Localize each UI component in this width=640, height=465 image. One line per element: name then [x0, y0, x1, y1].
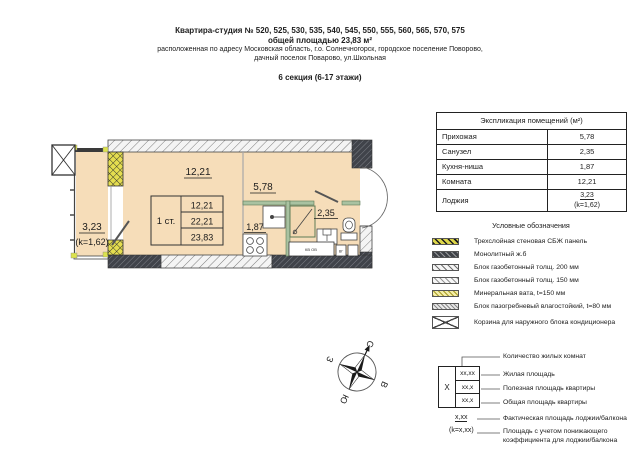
room-name-cell: Прихожая	[437, 130, 548, 144]
legend-title: Условные обозначения	[492, 221, 570, 230]
apartment-title: Квартира-студия № 520, 525, 530, 535, 540, 545, 550, 555, 560, 565, 570, 575	[175, 26, 465, 35]
ac-basket-icon	[52, 145, 75, 175]
living-area-cell: 12,21	[190, 200, 214, 211]
bath-partition-right	[342, 201, 360, 205]
list-item: Блок пазогребневый влагостойкий, t=80 мм	[432, 303, 638, 310]
room-value-cell: 2,35	[579, 147, 595, 156]
gas-block-150-swatch	[432, 277, 459, 284]
address-line-2: дачный поселок Поварово, ул.Школьная	[254, 55, 386, 62]
compass-south-label: Ю	[337, 392, 351, 406]
bottom-wall-hatched	[161, 255, 272, 268]
rooms-count-caption: Количество жилых комнат	[503, 353, 586, 360]
loggia-actual-sample: x,xx	[455, 414, 468, 421]
glazing-tick	[70, 239, 74, 241]
bath-area-label: 2,35	[317, 208, 335, 218]
useful-area-cell: 22,21	[190, 216, 214, 227]
explication-title: Экспликация помещений (м²)	[437, 113, 626, 130]
table-row	[437, 190, 626, 211]
bottom-wall-monolith-right	[272, 255, 372, 268]
ac-basket-swatch	[432, 316, 459, 329]
stove-icon	[243, 234, 267, 256]
compass-north-label: С	[364, 338, 377, 349]
explication-table	[436, 112, 627, 212]
useful-area-caption: Полезная площадь квартиры	[503, 385, 596, 392]
monolith-swatch	[432, 251, 459, 258]
loggia-coefficient-value: (k=1,62)	[574, 202, 600, 209]
room-value-cell: 12,21	[577, 177, 597, 186]
entrance-door-swing-arc	[362, 167, 387, 228]
list-item: Трехслойная стеновая СБЖ панель	[432, 238, 638, 245]
sbzh-corner-mark	[71, 253, 77, 258]
section-floors-line: 6 секция (6-17 этажи)	[278, 73, 362, 82]
top-wall	[108, 140, 360, 152]
room-value-cell: 5,78	[579, 132, 595, 141]
total-area-cell: 23,83	[190, 232, 214, 243]
rooms-count-sample: X	[439, 367, 456, 407]
compass-west-label: З	[324, 354, 336, 364]
living-area-sample: xx,xx	[456, 367, 479, 381]
table-row	[437, 160, 626, 175]
list-item: Корзина для наружного блока кондиционера	[432, 316, 638, 329]
top-right-monolith-corner	[352, 140, 372, 168]
vent-label-2: ВГ	[338, 249, 344, 254]
shower-icon	[290, 206, 315, 237]
loggia-area-label: 3,23	[82, 222, 102, 233]
compass-east-label: В	[378, 379, 390, 390]
room-name-cell: Лоджия	[437, 190, 548, 211]
hall-area-label: 5,78	[253, 182, 273, 193]
room-value-cell	[548, 190, 626, 211]
room-name-cell: Комната	[437, 175, 548, 189]
room-area-label: 12,21	[185, 167, 211, 178]
right-wall-lower	[360, 226, 372, 253]
total-area-caption: Общая площадь квартиры	[503, 399, 587, 406]
sbzh-panel-swatch	[432, 238, 459, 245]
sbzh-pillar-bottom	[108, 240, 123, 255]
vent-label-1: КВ ОВ	[305, 247, 317, 252]
glazing-tick	[70, 214, 74, 216]
sbzh-corner-mark	[103, 252, 108, 257]
loggia-actual-caption: Фактическая площадь лоджии/балкона	[503, 415, 627, 422]
bath-partition-left	[290, 201, 314, 205]
gas-block-200-swatch	[432, 264, 459, 271]
loggia-actual-value: 3,23	[580, 192, 594, 199]
toilet-icon	[341, 218, 357, 240]
table-row	[437, 145, 626, 160]
kitchen-sink-icon	[263, 206, 285, 228]
loggia-coefficient-sample: (k=x,xx)	[449, 427, 474, 434]
list-item: Минеральная вата, t=150 мм	[432, 290, 638, 297]
mineral-wool-swatch	[432, 290, 459, 297]
loggia-coefficient-label: (k=1,62)	[75, 237, 109, 247]
useful-area-sample: xx,x	[456, 381, 479, 395]
list-item: Блок газобетонный толщ. 150 мм	[432, 277, 638, 284]
sbzh-pillar-top	[108, 152, 123, 186]
living-area-caption: Жилая площадь	[503, 371, 555, 378]
kitchen-area-label: 1,87	[246, 222, 264, 232]
bottom-wall-monolith-left	[108, 255, 161, 268]
room-value-cell: 1,87	[579, 162, 595, 171]
area-legend-sample-box	[438, 366, 480, 408]
list-item: Блок газобетонный толщ. 200 мм	[432, 264, 638, 271]
legend-list	[432, 238, 638, 335]
list-item: Монолитный ж.б	[432, 251, 638, 258]
table-row	[437, 175, 626, 190]
room-count-cell: 1 ст.	[156, 216, 176, 227]
address-line-1: расположенная по адресу Московская область, г.о. Солнечногорск, городское поселение Поворово,	[157, 46, 483, 53]
glazing-tick	[70, 189, 74, 191]
room-name-cell: Кухня-ниша	[437, 160, 548, 174]
kitchen-partition-top	[243, 201, 290, 205]
table-row	[437, 130, 626, 145]
floor-plan-drawing	[40, 130, 440, 420]
room-name-cell: Санузел	[437, 145, 548, 159]
tongue-groove-block-swatch	[432, 303, 459, 310]
sbzh-corner-mark	[103, 147, 108, 152]
total-area-subtitle: общей площадью 23,83 м²	[267, 36, 373, 45]
loggia-coefficient-caption: Площадь с учетом понижающего коэффициента для лоджии/балкона	[503, 428, 618, 444]
total-area-sample: xx,x	[461, 397, 474, 405]
compass-rose	[311, 326, 404, 418]
